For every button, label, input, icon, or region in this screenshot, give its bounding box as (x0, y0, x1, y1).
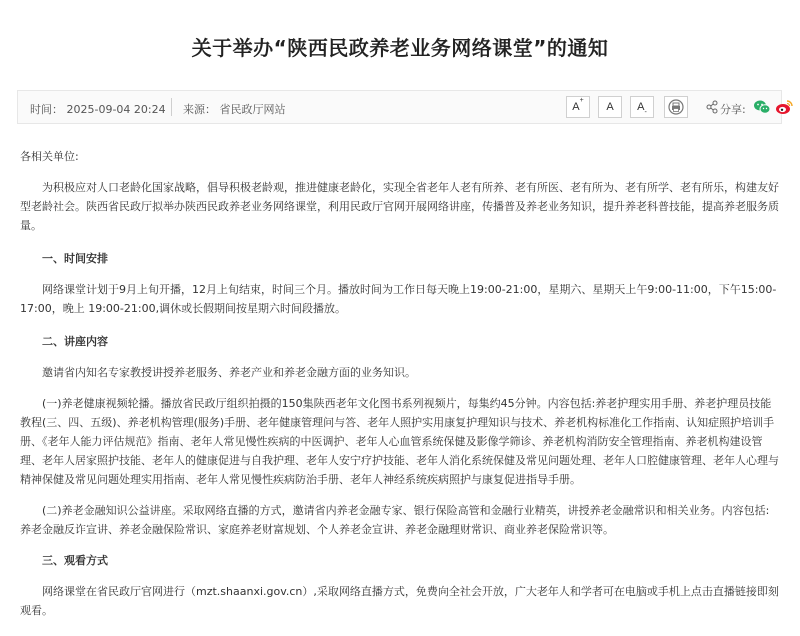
section-heading: 一、时间安排 (42, 252, 108, 265)
font-size-decrease-button[interactable] (630, 96, 654, 118)
section-heading: 二、讲座内容 (42, 335, 108, 348)
section-paragraph: (一)养老健康视频轮播。播放省民政厅组织拍摄的150集陕西老年文化图书系列视频片，每集约45分钟。内容包括:养老护理实用手册、养老护理员技能教程(三、四、五级)、养老机构管理(服务)手册、老年健康管理问与答、老年人照护实用康复护理知识与技术、养老机构标准化工作指南、认知症照护培训手册、《老年人能力评估规范》指南、老年人常见慢性疾病的中医调护、老年人心血管系统保健及影像学筛诊、养老机构消防安全管理指南、养老机构建设管理、老年人居家照护技能、老年人的健康促进与自我护理、老年人安宁疗护技能、老年人消化系统保健及常见问题处理、老年人口腔健康管理、老年人心理与精神保健及常见问题处理实用指南、老年人常见慢性疾病防治手册、老年人神经系统疾病照护与康复促进指导手册。 (20, 397, 779, 486)
section-paragraph: 邀请省内知名专家教授讲授养老服务、养老产业和养老金融方面的业务知识。 (42, 366, 416, 379)
salutation: 各相关单位: (20, 150, 79, 163)
font-large-label: A (572, 101, 580, 113)
section-paragraph: 网络课堂计划于9月上旬开播，12月上旬结束，时间三个月。播放时间为工作日每天晚上19:00-21:00，星期六、星期天上午9:00-11:00，下午15:00-17:00，晚上 19:00-21:00,调休或长假期间按星期六时间段播放。 (20, 283, 777, 315)
font-medium-label: A (606, 101, 614, 113)
plus-icon: + (579, 97, 584, 104)
wechat-icon[interactable] (753, 99, 771, 115)
font-small-label: A (637, 101, 645, 113)
print-button[interactable] (664, 96, 688, 118)
font-size-increase-button[interactable] (566, 96, 590, 118)
article-title: 关于举办“陕西民政养老业务网络课堂”的通知 (191, 36, 609, 60)
share-icon[interactable] (706, 100, 718, 114)
meta-divider (171, 98, 172, 116)
article-body (20, 147, 780, 620)
minus-icon: - (644, 109, 647, 116)
article-source: 来源： 省民政厅网站 (183, 103, 286, 116)
weibo-icon[interactable] (775, 99, 793, 115)
share-label: 分享: (720, 103, 746, 116)
font-size-reset-button[interactable] (598, 96, 622, 118)
print-icon (665, 97, 687, 117)
section-heading: 三、观看方式 (42, 554, 108, 567)
section-paragraph: (二)养老金融知识公益讲座。采取网络直播的方式，邀请省内养老金融专家、银行保险高管和金融行业精英，讲授养老金融常识和相关业务。内容包括:养老金融反诈宣讲、养老金融保险常识、家庭养老财富规划、个人养老金宣讲、养老金融理财常识、商业养老保险常识等。 (20, 504, 770, 536)
intro-paragraph: 为积极应对人口老龄化国家战略，倡导积极老龄观，推进健康老龄化，实现全省老年人老有所养、老有所医、老有所为、老有所学、老有所乐，构建友好型老龄社会。陕西省民政厅拟举办陕西民政养老业务网络课堂，利用民政厅官网开展网络讲座，传播普及养老业务知识，提升养老科普技能，提高养老服务质量。 (20, 181, 779, 232)
section-paragraph: 网络课堂在省民政厅官网进行（mzt.shaanxi.gov.cn）,采取网络直播方式，免费向全社会开放，广大老年人和学者可在电脑或手机上点击直播链接即刻观看。 (20, 585, 779, 617)
publish-time: 时间： 2025-09-04 20:24 (30, 103, 166, 116)
article-meta-bar (17, 90, 782, 124)
